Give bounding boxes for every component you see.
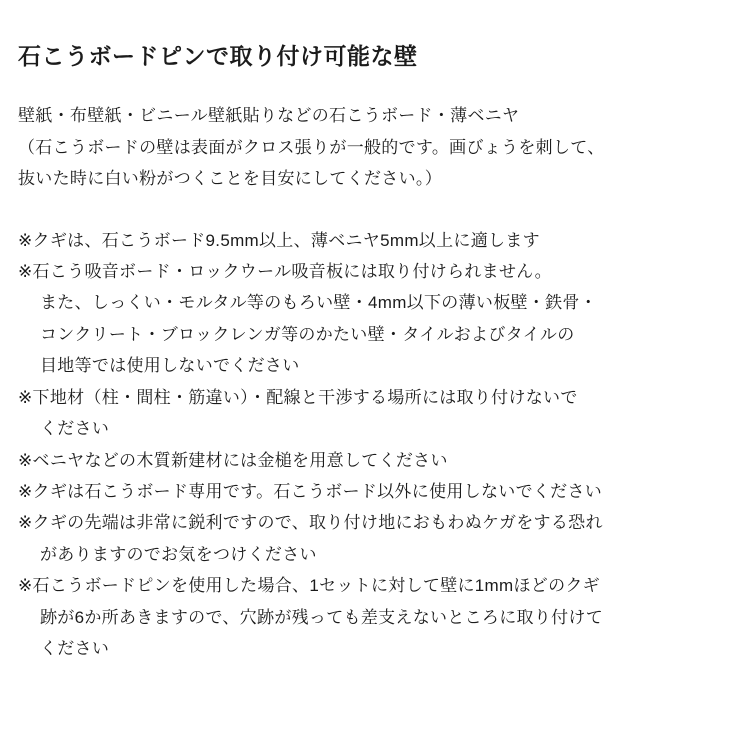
note-line-continued: また、しっくい・モルタル等のもろい壁・4mm以下の薄い板壁・鉄骨・ xyxy=(40,293,597,313)
note-line: ※ベニヤなどの木質新建材には金槌を用意してください xyxy=(18,450,448,470)
note-line: ※クギの先端は非常に鋭利ですので、取り付け地におもわぬケガをする恐れ xyxy=(18,513,603,533)
note-line: ※石こう吸音ボード・ロックウール吸音板には取り付けられません。 xyxy=(18,261,552,281)
intro-line-2: （石こうボードの壁は表面がクロス張りが一般的です。画びょうを刺して、 xyxy=(18,137,605,157)
note-line: ※下地材（柱・間柱・筋違い）・配線と干渉する場所には取り付けないで xyxy=(18,387,578,407)
notes-list xyxy=(16,225,724,665)
note-line-continued: コンクリート・ブロックレンガ等のかたい壁・タイルおよびタイルの xyxy=(40,324,575,344)
note-line: ※クギは石こうボード専用です。石こうボード以外に使用しないでください xyxy=(18,482,603,501)
intro-line-1: 壁紙・布壁紙・ビニール壁紙貼りなどの石こうボード・薄ベニヤ xyxy=(18,106,520,126)
note-line-continued: 跡が6か所あきますので、穴跡が残っても差支えないところに取り付けて xyxy=(40,607,604,627)
note-line-continued: ください xyxy=(40,419,110,439)
intro-line-3: 抜いた時に白い粉がつくことを目安にしてください。） xyxy=(18,169,442,189)
page-title: 石こうボードピンで取り付け可能な壁 xyxy=(18,43,418,69)
note-line-continued: 目地等では使用しないでください xyxy=(40,356,300,376)
note-line-continued: がありますのでお気をつけください xyxy=(40,544,317,564)
note-line: ※石こうボードピンを使用した場合、1セットに対して壁に1mmほどのクギ xyxy=(18,576,600,596)
intro-block xyxy=(16,100,724,194)
note-line-continued: ください xyxy=(40,639,110,659)
note-line: ※クギは、石こうボード9.5mm以上、薄ベニヤ5mm以上に適します xyxy=(18,230,540,250)
